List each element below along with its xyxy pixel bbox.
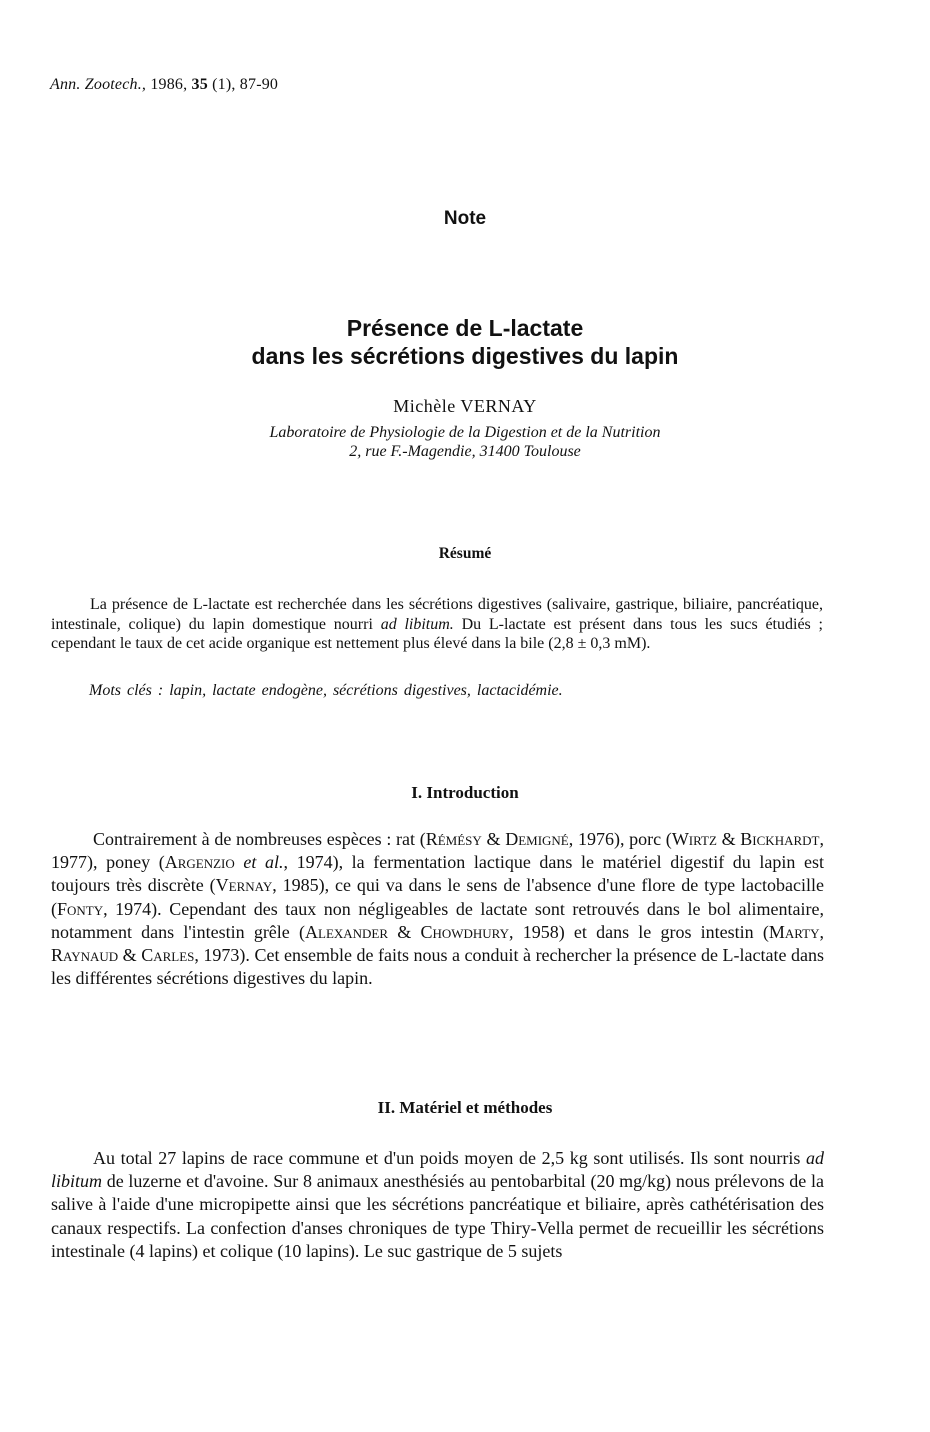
author-citation: Fonty bbox=[57, 898, 104, 919]
author-citation: Vernay bbox=[215, 875, 273, 896]
italic-text: ad libitum bbox=[51, 1148, 824, 1192]
author-citation: Bickhardt bbox=[740, 829, 820, 849]
note-label: Note bbox=[443, 208, 487, 229]
text-run: , 1985), ce qui va dans le sens de l'absence d'une flore de type lactobacille ( bbox=[51, 875, 824, 919]
abstract-text-italic: ad libitum. bbox=[380, 615, 454, 633]
author-name: Michèle VERNAY bbox=[393, 396, 537, 416]
introduction-body bbox=[51, 828, 824, 990]
affiliation-line-2: 2, rue F.-Magendie, 31400 Toulouse bbox=[349, 443, 581, 460]
author-citation: Carles bbox=[141, 945, 195, 966]
author-citation: Demigné bbox=[505, 829, 569, 849]
author-citation: Rémésy bbox=[425, 829, 482, 849]
text-run: , 1976), porc ( bbox=[568, 829, 672, 849]
title-line-2: dans les sécrétions digestives du lapin bbox=[251, 343, 679, 369]
abstract bbox=[51, 595, 823, 654]
article-title bbox=[0, 314, 930, 370]
resume-heading: Résumé bbox=[438, 545, 492, 562]
text-run: , 1974), la fermentation lactique dans le matériel digestif du lapin est toujours très discrète ( bbox=[51, 852, 825, 896]
keywords: Mots clés : lapin, lactate endogène, sécrétions digestives, lactacidémie. bbox=[89, 682, 563, 699]
author-citation: Raynaud bbox=[51, 945, 119, 966]
text-run: , 1973). Cet ensemble de faits nous a conduit à rechercher la présence de L-lactate dans les différentes sécrétions digestives du lapin. bbox=[51, 945, 824, 989]
text-run: & bbox=[716, 829, 741, 849]
methods-heading: II. Matériel et méthodes bbox=[377, 1098, 553, 1117]
text-run: , bbox=[819, 921, 824, 942]
text-run: & bbox=[481, 829, 506, 849]
text-run: & bbox=[388, 921, 421, 942]
author-citation: Alexander bbox=[305, 921, 389, 942]
abstract-text-2: Du L-lactate est présent dans tous les sucs étudiés ; cependant le taux de cet acide organique est nettement plus élevé dans la bile (2,8 ± 0,3 mM). bbox=[51, 615, 823, 652]
title-line-1: Présence de L-lactate bbox=[346, 315, 584, 341]
methods-body bbox=[51, 1147, 824, 1263]
author-citation: Chowdhury bbox=[420, 921, 510, 942]
introduction-heading: I. Introduction bbox=[411, 783, 519, 802]
text-run: & bbox=[118, 945, 142, 966]
journal-name: Ann. Zootech., bbox=[50, 76, 147, 93]
author-citation: Marty bbox=[768, 921, 820, 942]
journal-citation bbox=[50, 76, 278, 94]
text-run: , 1974). Cependant des taux non négligeables de lactate sont retrouvés dans le bol alimentaire, notamment dans l'intestin grêle ( bbox=[51, 898, 824, 942]
italic-text: et al. bbox=[243, 852, 284, 873]
text-run: , 1958) et dans le gros intestin ( bbox=[509, 921, 769, 942]
text-run: Au total 27 lapins de race commune et d'un poids moyen de 2,5 kg sont utilisés. Ils sont nourris bbox=[93, 1148, 806, 1168]
introduction-paragraph bbox=[51, 828, 824, 990]
text-run: de luzerne et d'avoine. Sur 8 animaux anesthésiés au pentobarbital (20 mg/kg) nous prélevons de la salive à l'aide d'une micropipette ainsi que les sécrétions pancréatique et biliaire, après cathétérisation des canaux respectifs. La confection d'anses chroniques de type Thiry-Vella permet de recueillir les sécrétions intestinale (4 lapins) et colique (10 lapins). Le suc gastrique de 5 sujets bbox=[51, 1171, 824, 1261]
journal-year: 1986, bbox=[150, 76, 188, 93]
author-citation: Wirtz bbox=[671, 829, 717, 849]
abstract-paragraph bbox=[51, 595, 823, 654]
journal-volume: 35 bbox=[191, 76, 208, 93]
journal-issue-pages: (1), 87-90 bbox=[212, 76, 279, 93]
abstract-text-1: La présence de L-lactate est recherchée dans les sécrétions digestives (salivaire, gastrique, biliaire, pancréatique, intestinale, colique) du lapin domestique nourri bbox=[51, 596, 823, 633]
affiliation-line-1: Laboratoire de Physiologie de la Digestion et de la Nutrition bbox=[269, 424, 661, 441]
affiliation bbox=[0, 423, 930, 461]
text-run: , 1977), poney ( bbox=[51, 829, 824, 873]
author-citation: Argenzio bbox=[164, 852, 235, 873]
methods-paragraph bbox=[51, 1147, 824, 1263]
text-run: Contrairement à de nombreuses espèces : rat ( bbox=[93, 829, 426, 849]
